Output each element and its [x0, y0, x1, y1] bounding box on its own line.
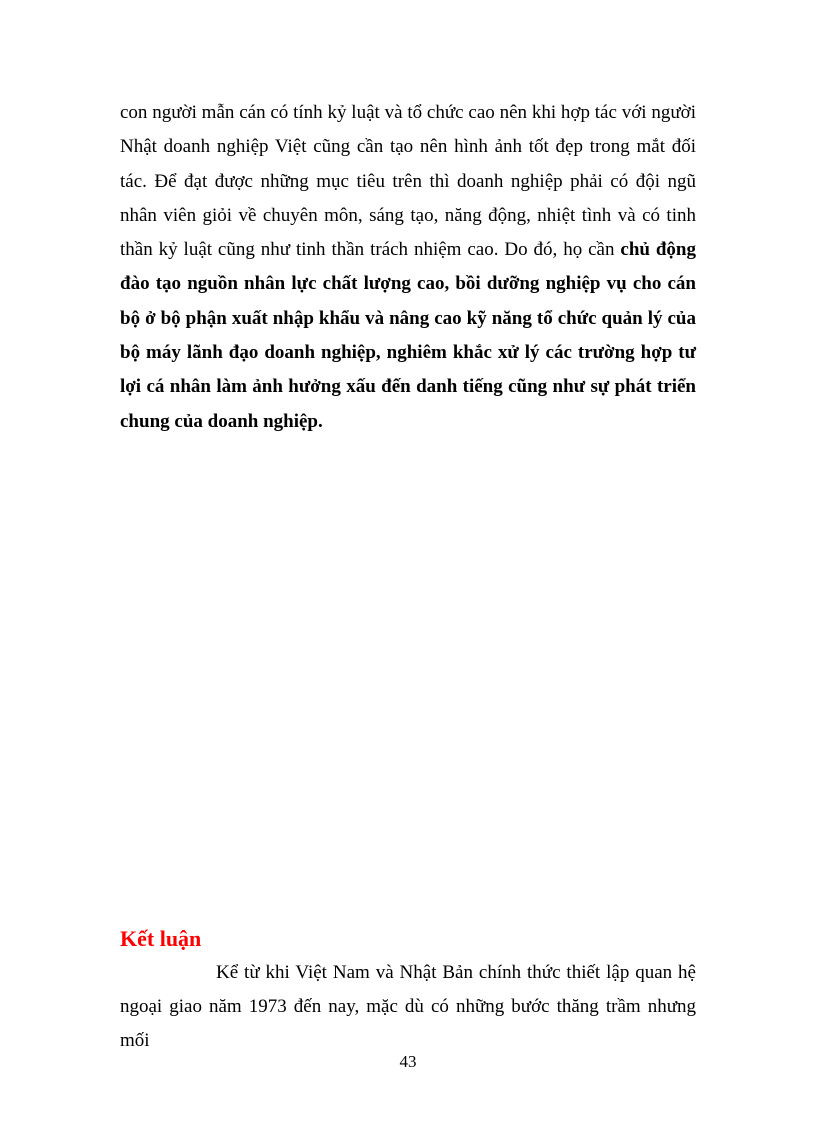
page-number: 43 — [399, 1052, 417, 1071]
conclusion-heading: Kết luận — [120, 926, 202, 951]
body-paragraph-bold-text: chủ động đào tạo nguồn nhân lực chất lượng cao, bồi dưỡng nghiệp vụ cho cán bộ ở bộ phận xuất nhập khẩu và nâng cao kỹ năng tổ chức quản lý của bộ máy lãnh đạo doanh nghiệp, nghiêm khắc xử lý các trường hợp tư lợi cá nhân làm ảnh hưởng xấu đến danh tiếng cũng như sự phát triển chung của doanh nghiệp. — [120, 239, 697, 432]
body-paragraph-normal-text: con người mẫn cán có tính kỷ luật và tổ chức cao nên khi hợp tác với người Nhật doanh nghiệp Việt cũng cần tạo nên hình ảnh tốt đẹp trong mắt đối tác. Để đạt được những mục tiêu trên thì doanh nghiệp phải có đội ngũ nhân viên giỏi về chuyên môn, sáng tạo, năng động, nhiệt tình và có tinh thần kỷ luật cũng như tinh thần trách nhiệm cao. Do đó, họ cần — [120, 102, 696, 261]
body-paragraph — [120, 96, 696, 439]
conclusion-paragraph: Kể từ khi Việt Nam và Nhật Bản chính thức thiết lập quan hệ ngoại giao năm 1973 đến nay, mặc dù có những bước thăng trầm nhưng mối — [120, 962, 696, 1051]
